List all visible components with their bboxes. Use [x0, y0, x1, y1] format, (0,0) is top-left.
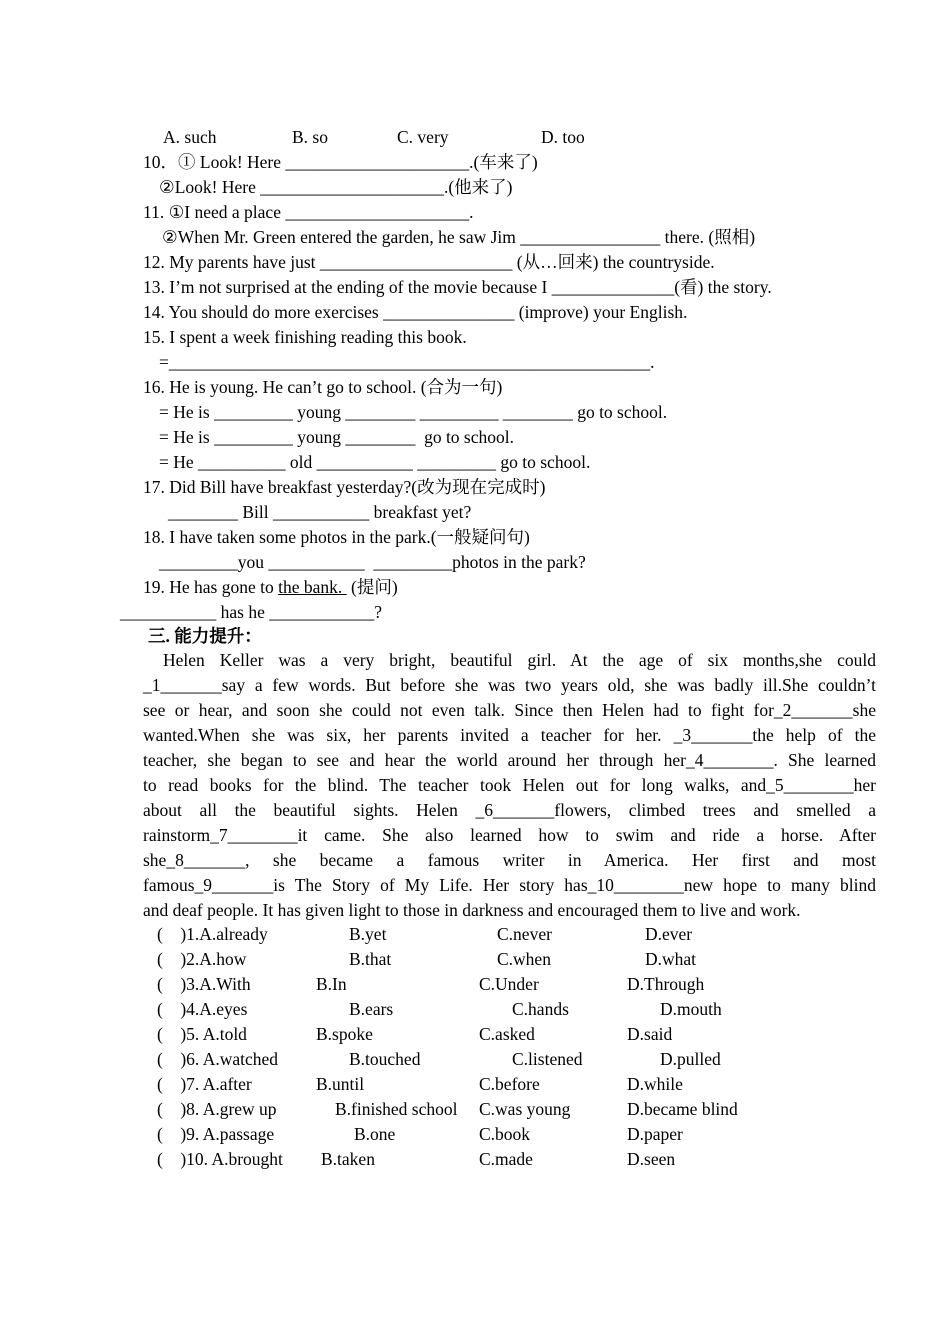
question-18-answer: _________you ___________ _________photos in the park?: [159, 552, 586, 572]
choice-3-c: C.Under: [479, 974, 539, 994]
question-14: 14. You should do more exercises _______________ (improve) your English.: [143, 302, 688, 322]
question-17: 17. Did Bill have breakfast yesterday?(改为现在完成时): [143, 477, 546, 497]
choice-5-c: C.asked: [479, 1024, 535, 1044]
passage-line: rainstorm_7________it came. She also learned how to swim and ride a horse. After: [143, 825, 876, 845]
passage-line: to read books for the blind. The teacher took Helen out for long walks, and_5________her: [143, 775, 876, 795]
question-10b: ②Look! Here _____________________.(他来了): [159, 177, 513, 197]
choice-6-b: B.touched: [349, 1049, 421, 1069]
passage-line: Helen Keller was a very bright, beautiful girl. At the age of six months,she could: [163, 650, 876, 670]
question-16: 16. He is young. He can’t go to school. (合为一句): [143, 377, 503, 397]
choice-9-d: D.paper: [627, 1124, 683, 1144]
passage-line: and deaf people. It has given light to those in darkness and encouraged them to live and work.: [143, 900, 801, 920]
choice-1-b: B.yet: [349, 924, 387, 944]
question-16-line-b: = He is _________ young ________ go to school.: [159, 427, 514, 447]
choice-8-b: B.finished school: [335, 1099, 458, 1119]
passage: [143, 648, 876, 923]
choice-2-b: B.that: [349, 949, 392, 969]
q9-option-a: A. such: [163, 127, 217, 147]
passage-line: she_8_______, she became a famous writer in America. Her first and most: [143, 850, 876, 870]
choice-5-d: D.said: [627, 1024, 673, 1044]
question-19-suffix: (提问): [346, 577, 398, 597]
choice-7-a: ( )7. A.after: [157, 1074, 252, 1094]
question-11a: 11. ①I need a place _____________________.: [143, 202, 474, 222]
choice-6-d: D.pulled: [660, 1049, 721, 1069]
choice-2-a: ( )2.A.how: [157, 949, 247, 969]
choice-4-c: C.hands: [512, 999, 569, 1019]
choice-5-b: B.spoke: [316, 1024, 373, 1044]
question-16-line-c: = He __________ old ___________ _________ go to school.: [159, 452, 591, 472]
choice-2-d: D.what: [645, 949, 697, 969]
passage-line: famous_9_______is The Story of My Life. Her story has_10________new hope to many blind: [143, 875, 876, 895]
choice-7-b: B.until: [316, 1074, 365, 1094]
question-19-answer: ___________ has he ____________?: [120, 602, 382, 622]
passage-line: teacher, she began to see and hear the world around her through her_4________. She learned: [143, 750, 876, 770]
question-12: 12. My parents have just ______________________ (从…回来) the countryside.: [143, 252, 715, 272]
question-15-answer-line: =_______________________________________________________.: [159, 352, 655, 372]
choice-7-d: D.while: [627, 1074, 683, 1094]
passage-line: see or hear, and soon she could not even talk. Since then Helen had to fight for_2_______she: [143, 700, 876, 720]
choice-3-b: B.In: [316, 974, 347, 994]
section-heading: 三. 能力提升：: [148, 626, 262, 646]
q9-option-b: B. so: [292, 127, 328, 147]
question-15: 15. I spent a week finishing reading this book.: [143, 327, 467, 347]
question-13: 13. I’m not surprised at the ending of the movie because I ______________(看) the story.: [143, 277, 772, 297]
choice-6-a: ( )6. A.watched: [157, 1049, 279, 1069]
choice-4-a: ( )4.A.eyes: [157, 999, 248, 1019]
passage-line: _1_______say a few words. But before she was two years old, she was badly ill.She couldn’t: [143, 675, 876, 695]
choice-7-c: C.before: [479, 1074, 540, 1094]
choice-6-c: C.listened: [512, 1049, 583, 1069]
choice-8-c: C.was young: [479, 1099, 571, 1119]
choice-8-d: D.became blind: [627, 1099, 738, 1119]
choice-1-c: C.never: [497, 924, 552, 944]
question-19-prefix: 19. He has gone to: [143, 577, 279, 597]
choice-1-a: ( )1.A.already: [157, 924, 268, 944]
passage-line: wanted.When she was six, her parents invited a teacher for her. _3_______the help of the: [143, 725, 876, 745]
question-17-answer: ________ Bill ___________ breakfast yet?: [168, 502, 472, 522]
choice-1-d: D.ever: [645, 924, 693, 944]
choice-10-b: B.taken: [321, 1149, 375, 1169]
choice-10-c: C.made: [479, 1149, 533, 1169]
choice-3-d: D.Through: [627, 974, 705, 994]
q9-option-d: D. too: [541, 127, 585, 147]
choice-2-c: C.when: [497, 949, 551, 969]
question-10a: 10．① Look! Here _____________________.(车来了): [143, 152, 538, 172]
choice-4-d: D.mouth: [660, 999, 722, 1019]
choice-3-a: ( )3.A.With: [157, 974, 251, 994]
choice-9-a: ( )9. A.passage: [157, 1124, 275, 1144]
question-16-line-a: = He is _________ young ________ _________ ________ go to school.: [159, 402, 668, 422]
choice-9-b: B.one: [354, 1124, 396, 1144]
passage-line: about all the beautiful sights. Helen _6_______flowers, climbed trees and smelled a: [143, 800, 876, 820]
question-11b: ②When Mr. Green entered the garden, he saw Jim ________________ there. (照相): [162, 227, 756, 247]
choice-4-b: B.ears: [349, 999, 394, 1019]
question-19: [143, 576, 398, 598]
choice-10-a: ( )10. A.brought: [157, 1149, 283, 1169]
question-19-underlined: the bank.: [278, 577, 347, 597]
question-18: 18. I have taken some photos in the park.(一般疑问句): [143, 527, 530, 547]
choice-5-a: ( )5. A.told: [157, 1024, 247, 1044]
choice-8-a: ( )8. A.grew up: [157, 1099, 277, 1119]
q9-option-c: C. very: [397, 127, 449, 147]
choice-10-d: D.seen: [627, 1149, 676, 1169]
choice-9-c: C.book: [479, 1124, 531, 1144]
